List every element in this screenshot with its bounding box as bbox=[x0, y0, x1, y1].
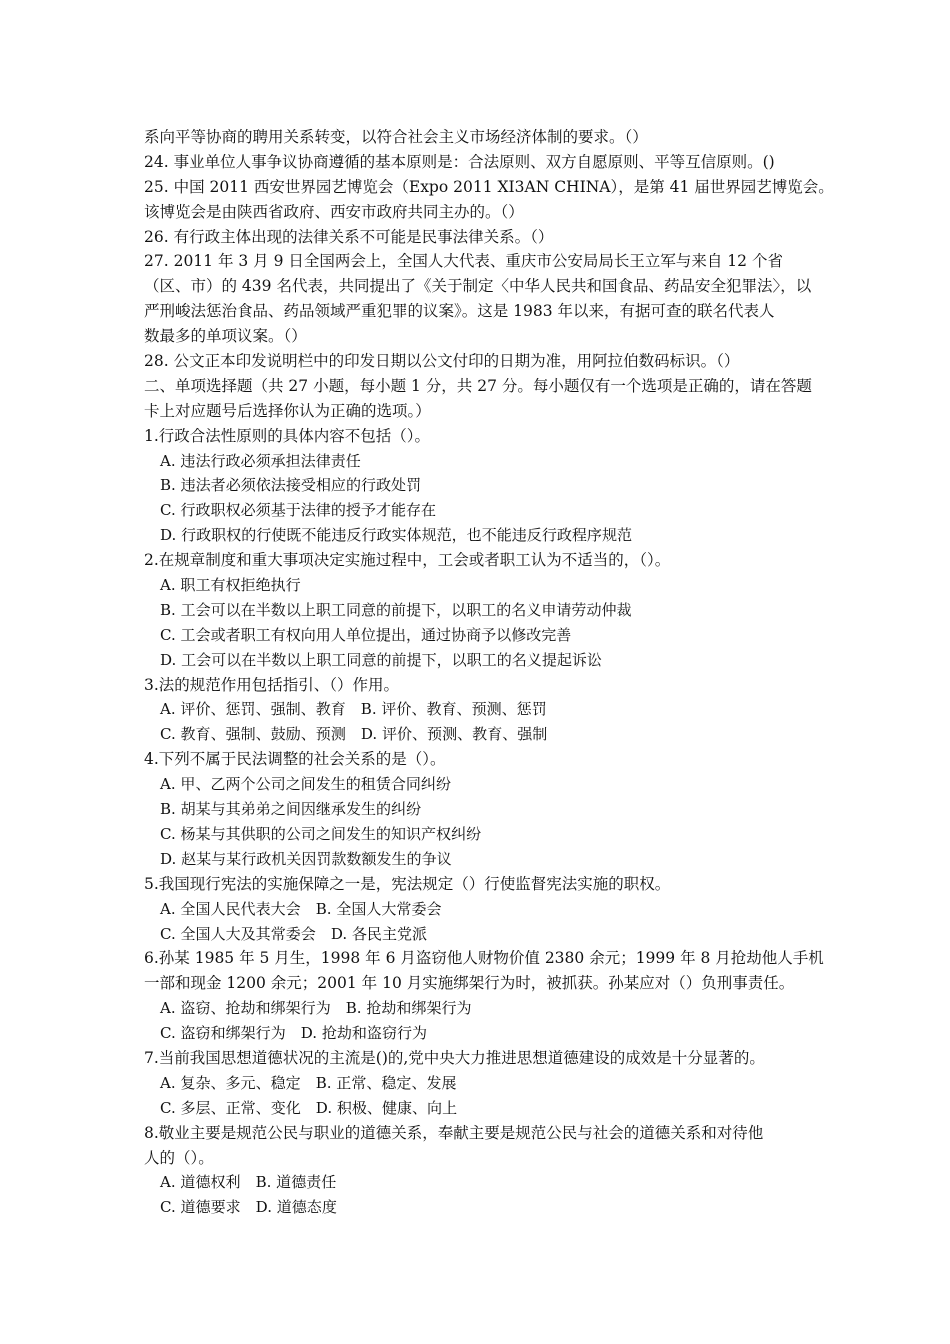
answer-option: D. 工会可以在半数以上职工同意的前提下，以职工的名义提起诉讼 bbox=[160, 650, 602, 669]
text-line: 24. 事业单位人事争议协商遵循的基本原则是：合法原则、双方自愿原则、平等互信原则。() bbox=[144, 152, 775, 171]
answer-option: C. 工会或者职工有权向用人单位提出，通过协商予以修改完善 bbox=[160, 625, 572, 644]
text-line: 该博览会是由陕西省政府、西安市政府共同主办的。（） bbox=[144, 202, 524, 221]
answer-option: A. 道德权利 B. 道德责任 bbox=[160, 1173, 337, 1192]
answer-option: C. 全国人大及其常委会 D. 各民主党派 bbox=[160, 924, 428, 943]
answer-option: C. 道德要求 D. 道德态度 bbox=[160, 1198, 337, 1217]
text-line: 人的（）。 bbox=[144, 1148, 214, 1167]
text-line: 8.敬业主要是规范公民与职业的道德关系，奉献主要是规范公民与社会的道德关系和对待他 bbox=[144, 1123, 764, 1142]
text-line: 二、单项选择题（共 27 小题，每小题 1 分，共 27 分。每小题仅有一个选项是正确的，请在答题 bbox=[144, 376, 812, 395]
text-line: 严刑峻法惩治食品、药品领域严重犯罪的议案》。这是 1983 年以来，有据可查的联名代表人 bbox=[144, 302, 775, 321]
answer-option: C. 盗窃和绑架行为 D. 抢劫和盗窃行为 bbox=[160, 1024, 428, 1043]
text-line: 5.我国现行宪法的实施保障之一是，宪法规定（）行使监督宪法实施的职权。 bbox=[144, 874, 671, 893]
text-line: 2.在规章制度和重大事项决定实施过程中，工会或者职工认为不适当的，（）。 bbox=[144, 551, 671, 570]
text-line: （区、市）的 439 名代表，共同提出了《关于制定〈中华人民共和国食品、药品安全犯罪法〉，以 bbox=[144, 277, 812, 296]
text-line: 3.法的规范作用包括指引、（）作用。 bbox=[144, 675, 400, 694]
answer-option: C. 多层、正常、变化 D. 积极、健康、向上 bbox=[160, 1098, 458, 1117]
answer-option: A. 评价、惩罚、强制、教育 B. 评价、教育、预测、惩罚 bbox=[160, 700, 547, 719]
text-line: 6.孙某 1985 年 5 月生，1998 年 6 月盗窃他人财物价值 2380 余元；1999 年 8 月抢劫他人手机 bbox=[144, 949, 824, 968]
text-line: 27. 2011 年 3 月 9 日全国两会上，全国人大代表、重庆市公安局局长王立军与来自 12 个省 bbox=[144, 252, 783, 271]
text-line: 卡上对应题号后选择你认为正确的选项。） bbox=[144, 401, 431, 420]
text-line: 28. 公文正本印发说明栏中的印发日期以公文付印的日期为准，用阿拉伯数码标识。（） bbox=[144, 352, 740, 371]
answer-option: A. 全国人民代表大会 B. 全国人大常委会 bbox=[160, 899, 442, 918]
answer-option: C. 教育、强制、鼓励、预测 D. 评价、预测、教育、强制 bbox=[160, 725, 548, 744]
text-line: 26. 有行政主体出现的法律关系不可能是民事法律关系。（） bbox=[144, 227, 554, 246]
answer-option: D. 行政职权的行使既不能违反行政实体规范，也不能违反行政程序规范 bbox=[160, 526, 633, 545]
answer-option: C. 杨某与其供职的公司之间发生的知识产权纠纷 bbox=[160, 824, 482, 843]
text-line: 1.行政合法性原则的具体内容不包括（）。 bbox=[144, 426, 431, 445]
document-body bbox=[144, 125, 834, 1220]
text-line: 数最多的单项议案。（） bbox=[144, 327, 307, 346]
answer-option: A. 复杂、多元、稳定 B. 正常、稳定、发展 bbox=[160, 1073, 457, 1092]
text-line: 25. 中国 2011 西安世界园艺博览会（Expo 2011 XI3AN CHINA），是第 41 届世界园艺博览会。 bbox=[144, 177, 834, 196]
answer-option: A. 违法行政必须承担法律责任 bbox=[160, 451, 361, 470]
answer-option: D. 赵某与某行政机关因罚款数额发生的争议 bbox=[160, 849, 452, 868]
text-line: 4.下列不属于民法调整的社会关系的是（）。 bbox=[144, 750, 446, 769]
text-line: 系向平等协商的聘用关系转变，以符合社会主义市场经济体制的要求。（） bbox=[144, 128, 648, 146]
answer-option: B. 胡某与其弟弟之间因继承发生的纠纷 bbox=[160, 800, 422, 819]
answer-option: A. 职工有权拒绝执行 bbox=[160, 576, 301, 595]
answer-option: B. 违法者必须依法接受相应的行政处罚 bbox=[160, 476, 422, 495]
answer-option: C. 行政职权必须基于法律的授予才能存在 bbox=[160, 501, 437, 520]
text-line: 一部和现金 1200 余元；2001 年 10 月实施绑架行为时，被抓获。孙某应对（）负刑事责任。 bbox=[144, 974, 795, 993]
answer-option: A. 盗窃、抢劫和绑架行为 B. 抢劫和绑架行为 bbox=[160, 999, 472, 1018]
text-line: 7.当前我国思想道德状况的主流是()的,党中央大力推进思想道德建设的成效是十分显著的。 bbox=[144, 1048, 765, 1067]
answer-option: A. 甲、乙两个公司之间发生的租赁合同纠纷 bbox=[160, 775, 451, 794]
answer-option: B. 工会可以在半数以上职工同意的前提下，以职工的名义申请劳动仲裁 bbox=[160, 600, 632, 619]
